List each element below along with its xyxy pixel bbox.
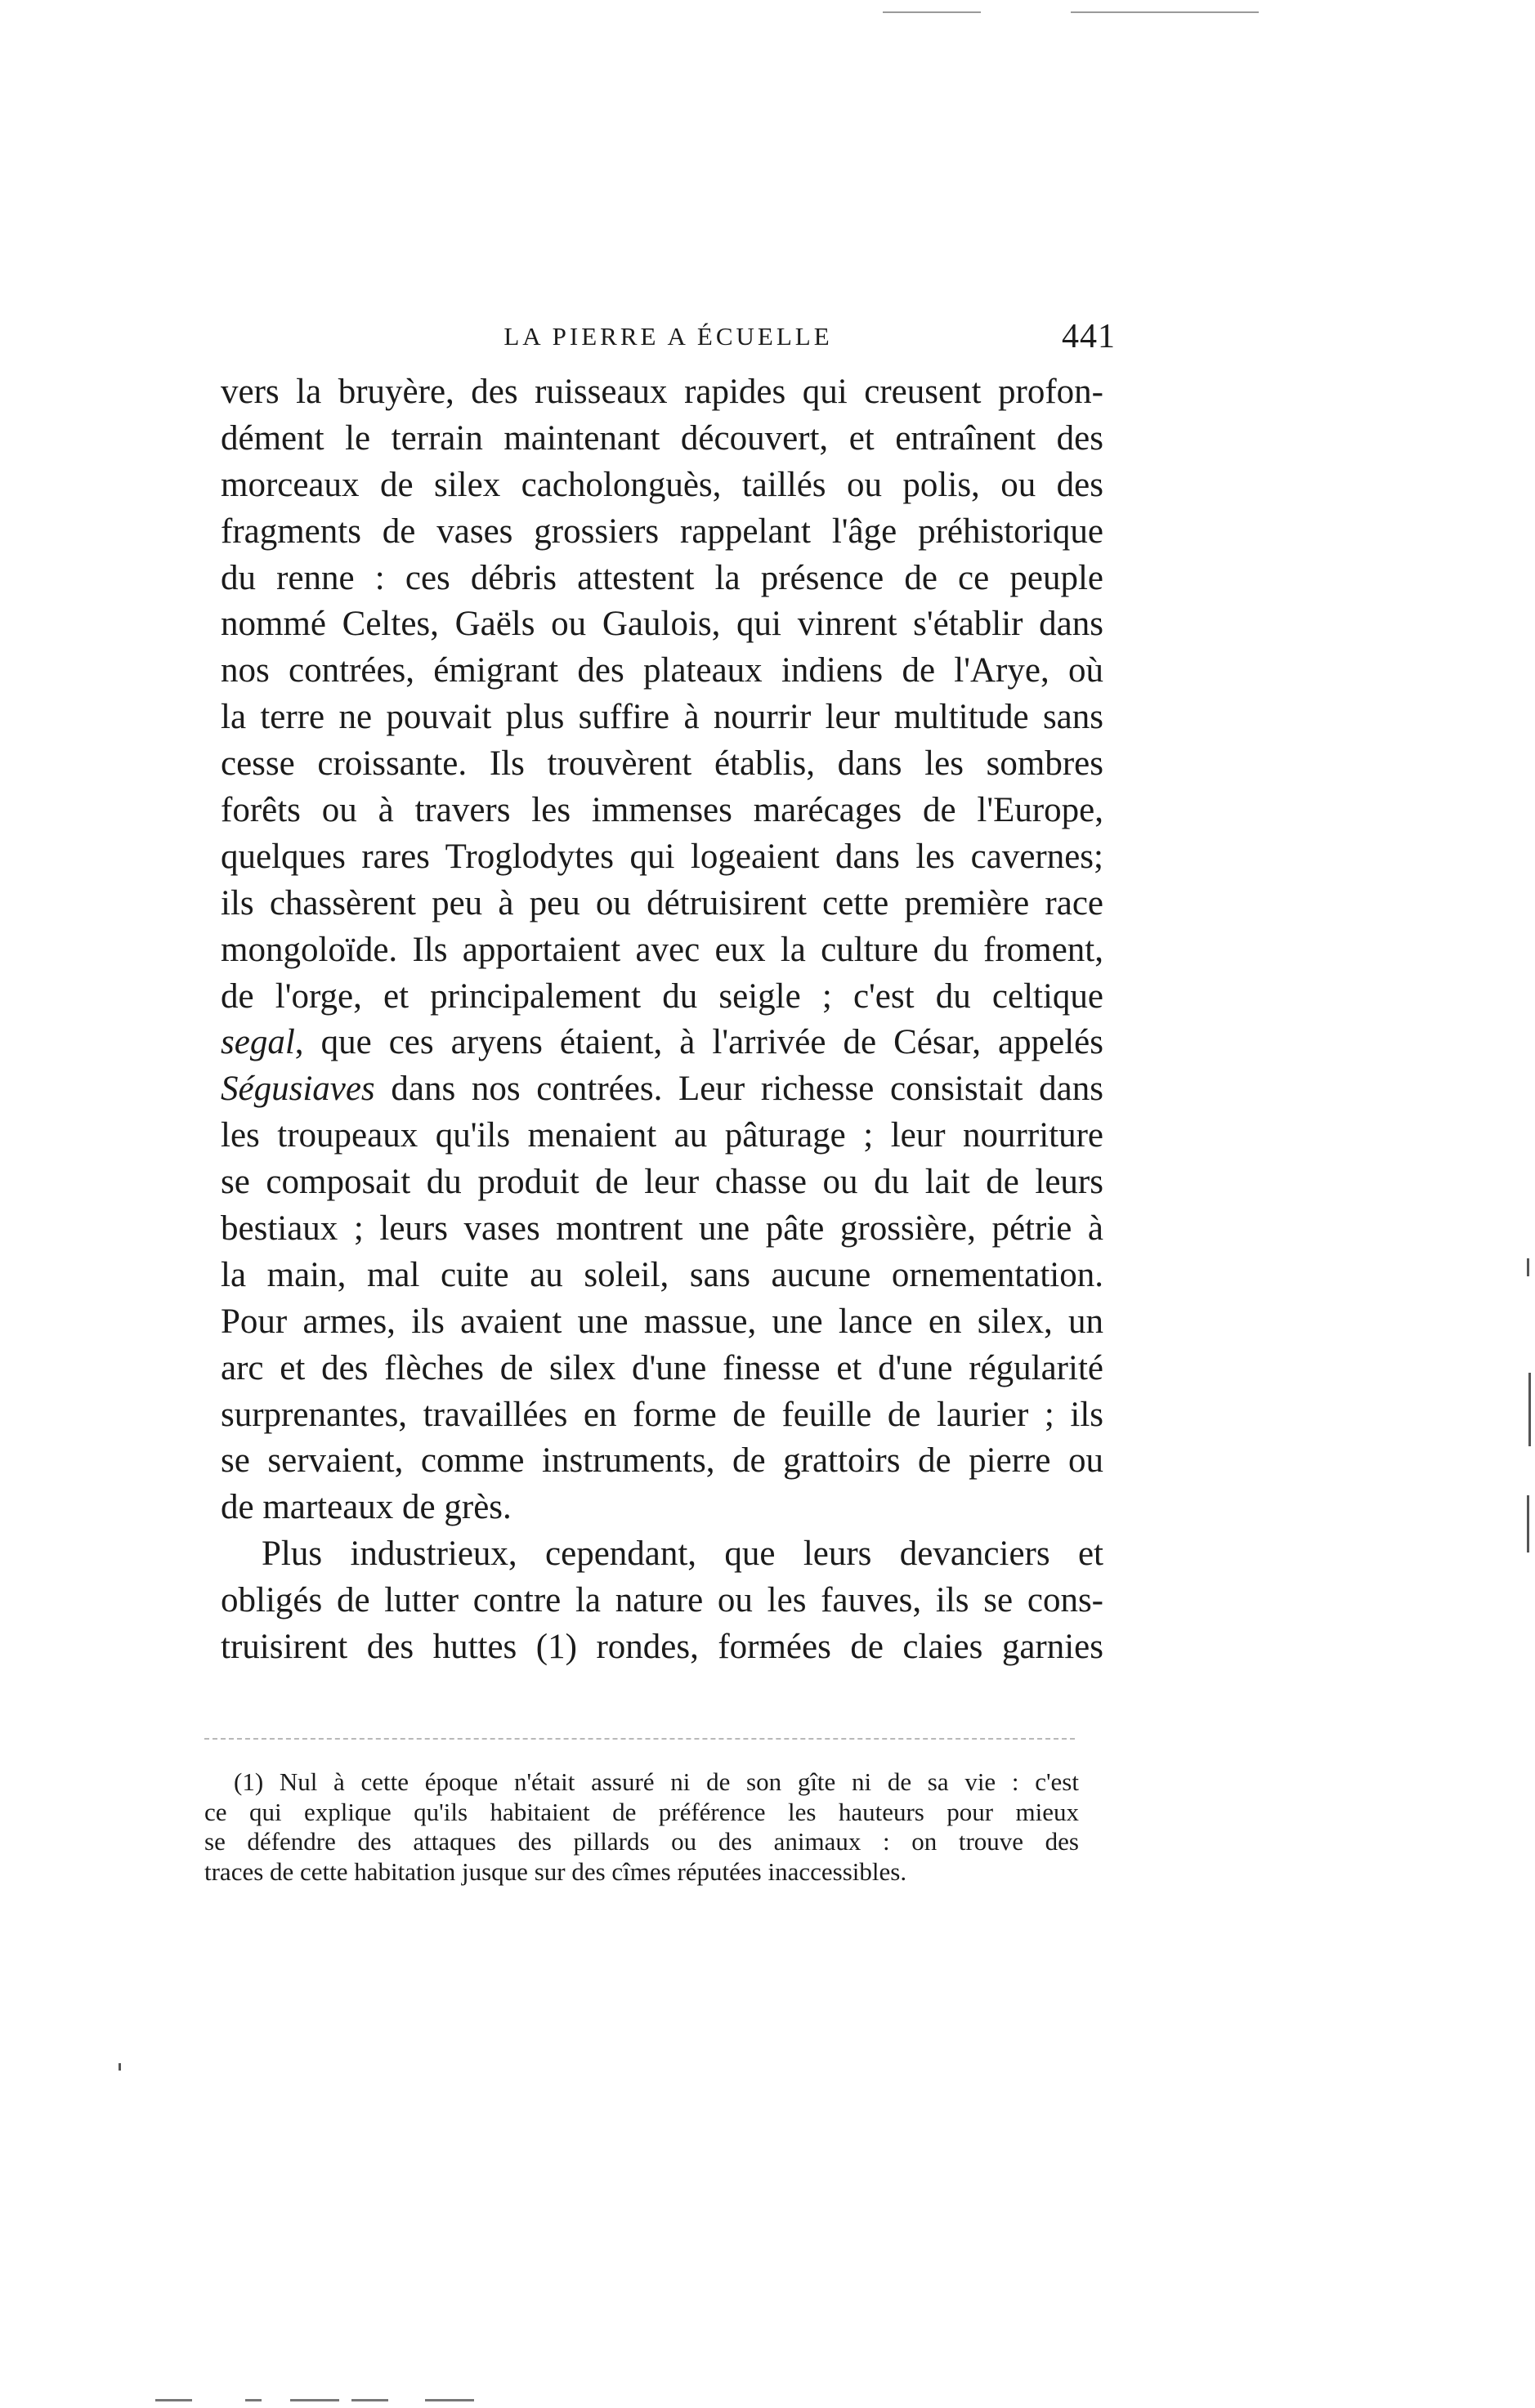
footnote-block <box>204 1767 1079 1888</box>
page-header <box>221 317 1116 366</box>
line-text: du renne : ces débris attestent la présence de ce peuple <box>221 558 1103 597</box>
line-text: truisirent des huttes (1) rondes, formées de claies garnies <box>221 1628 1103 1667</box>
line-text: , que ces aryens étaient, à l'arrivée de César, appelés <box>294 1023 1103 1062</box>
page-number: 441 <box>1062 318 1116 355</box>
margin-speck <box>1527 1258 1529 1276</box>
text-line <box>221 788 1103 834</box>
line-text: quelques rares Troglodytes qui logeaient dans les cavernes; <box>221 837 1103 876</box>
text-line <box>221 1206 1103 1253</box>
text-line <box>221 1020 1103 1066</box>
line-text: obligés de lutter contre la nature ou les fauves, ils se cons- <box>221 1581 1103 1620</box>
line-text: fragments de vases grossiers rappelant l'âge préhistorique <box>221 512 1103 551</box>
line-text: Pour armes, ils avaient une massue, une lance en silex, un <box>221 1302 1103 1341</box>
text-line <box>221 648 1103 695</box>
text-line <box>221 1485 1103 1531</box>
line-text: ils chassèrent peu à peu ou détruisirent cette première race <box>221 883 1103 923</box>
text-line <box>221 1346 1103 1392</box>
line-text: de l'orge, et principalement du seigle ; c'est du celtique <box>221 976 1103 1016</box>
text-line <box>221 601 1103 648</box>
text-line <box>221 1066 1103 1113</box>
body-text <box>221 369 1103 1671</box>
footnote-line: traces de cette habitation jusque sur des cîmes réputées inaccessibles. <box>204 1857 907 1887</box>
line-text: se servaient, comme instruments, de grattoirs de pierre ou <box>221 1441 1103 1481</box>
margin-speck <box>1527 1495 1529 1552</box>
text-line <box>221 1299 1103 1346</box>
line-text: nos contrées, émigrant des plateaux indiens de l'Arye, où <box>221 651 1103 690</box>
top-edge-rule <box>1071 11 1259 13</box>
text-line <box>221 1159 1103 1206</box>
line-text: forêts ou à travers les immenses marécages de l'Europe, <box>221 791 1103 830</box>
italic-term: segal <box>221 1023 295 1062</box>
text-line <box>221 1438 1103 1485</box>
footnote-separator <box>204 1738 1075 1740</box>
text-line <box>221 416 1103 462</box>
text-line <box>221 741 1103 788</box>
text-line <box>221 834 1103 881</box>
text-line <box>221 1113 1103 1159</box>
text-line <box>221 695 1103 741</box>
line-text: morceaux de silex cacholonguès, taillés ou polis, ou des <box>221 465 1103 504</box>
line-text: se composait du produit de leur chasse ou du lait de leurs <box>221 1163 1103 1202</box>
text-line <box>221 462 1103 509</box>
line-text: dans nos contrées. Leur richesse consistait dans <box>374 1070 1103 1109</box>
margin-speck <box>1528 1373 1531 1446</box>
text-line <box>221 556 1103 602</box>
bottom-edge-mark <box>425 2399 474 2401</box>
text-line <box>221 881 1103 927</box>
italic-term: Ségusiaves <box>221 1070 375 1109</box>
bottom-edge-mark <box>290 2399 339 2401</box>
footnote-line: ce qui explique qu'ils habitaient de préférence les hauteurs pour mieux <box>204 1797 1079 1826</box>
line-text: la terre ne pouvait plus suffire à nourrir leur multitude sans <box>221 698 1103 737</box>
bottom-edge-mark <box>155 2399 192 2401</box>
line-text: nommé Celtes, Gaëls ou Gaulois, qui vinrent s'établir dans <box>221 605 1103 644</box>
line-text: bestiaux ; leurs vases montrent une pâte grossière, pétrie à <box>221 1209 1103 1249</box>
text-line <box>221 369 1103 416</box>
line-text: arc et des flèches de silex d'une finesse et d'une régularité <box>221 1348 1103 1387</box>
text-line <box>221 1392 1103 1439</box>
line-text: les troupeaux qu'ils menaient au pâturage ; leur nourriture <box>221 1116 1103 1155</box>
top-edge-rule <box>883 11 981 13</box>
line-text: de marteaux de grès. <box>221 1488 512 1527</box>
text-line <box>221 1624 1103 1671</box>
text-line <box>221 1578 1103 1624</box>
line-text: mongoloïde. Ils apportaient avec eux la culture du froment, <box>221 930 1103 969</box>
text-line <box>221 927 1103 974</box>
footnote-line: (1) Nul à cette époque n'était assuré ni de son gîte ni de sa vie : c'est <box>234 1767 1079 1796</box>
bottom-edge-mark <box>351 2399 388 2401</box>
text-line <box>221 1253 1103 1299</box>
text-line <box>221 509 1103 556</box>
running-head: LA PIERRE A ÉCUELLE <box>503 322 833 351</box>
footnote-line: se défendre des attaques des pillards ou des animaux : on trouve des <box>204 1827 1079 1856</box>
line-text: Plus industrieux, cependant, que leurs devanciers et <box>262 1535 1103 1574</box>
text-line <box>221 1531 1103 1578</box>
line-text: cesse croissante. Ils trouvèrent établis, dans les sombres <box>221 744 1103 784</box>
line-text: vers la bruyère, des ruisseaux rapides qui creusent profon- <box>221 373 1103 411</box>
bottom-edge-mark <box>245 2399 262 2401</box>
line-text: surprenantes, travaillées en forme de feuille de laurier ; ils <box>221 1395 1103 1434</box>
text-line <box>221 974 1103 1021</box>
line-text: la main, mal cuite au soleil, sans aucune ornementation. <box>221 1255 1103 1294</box>
margin-speck <box>119 2063 121 2071</box>
line-text: dément le terrain maintenant découvert, et entraînent des <box>221 418 1103 458</box>
